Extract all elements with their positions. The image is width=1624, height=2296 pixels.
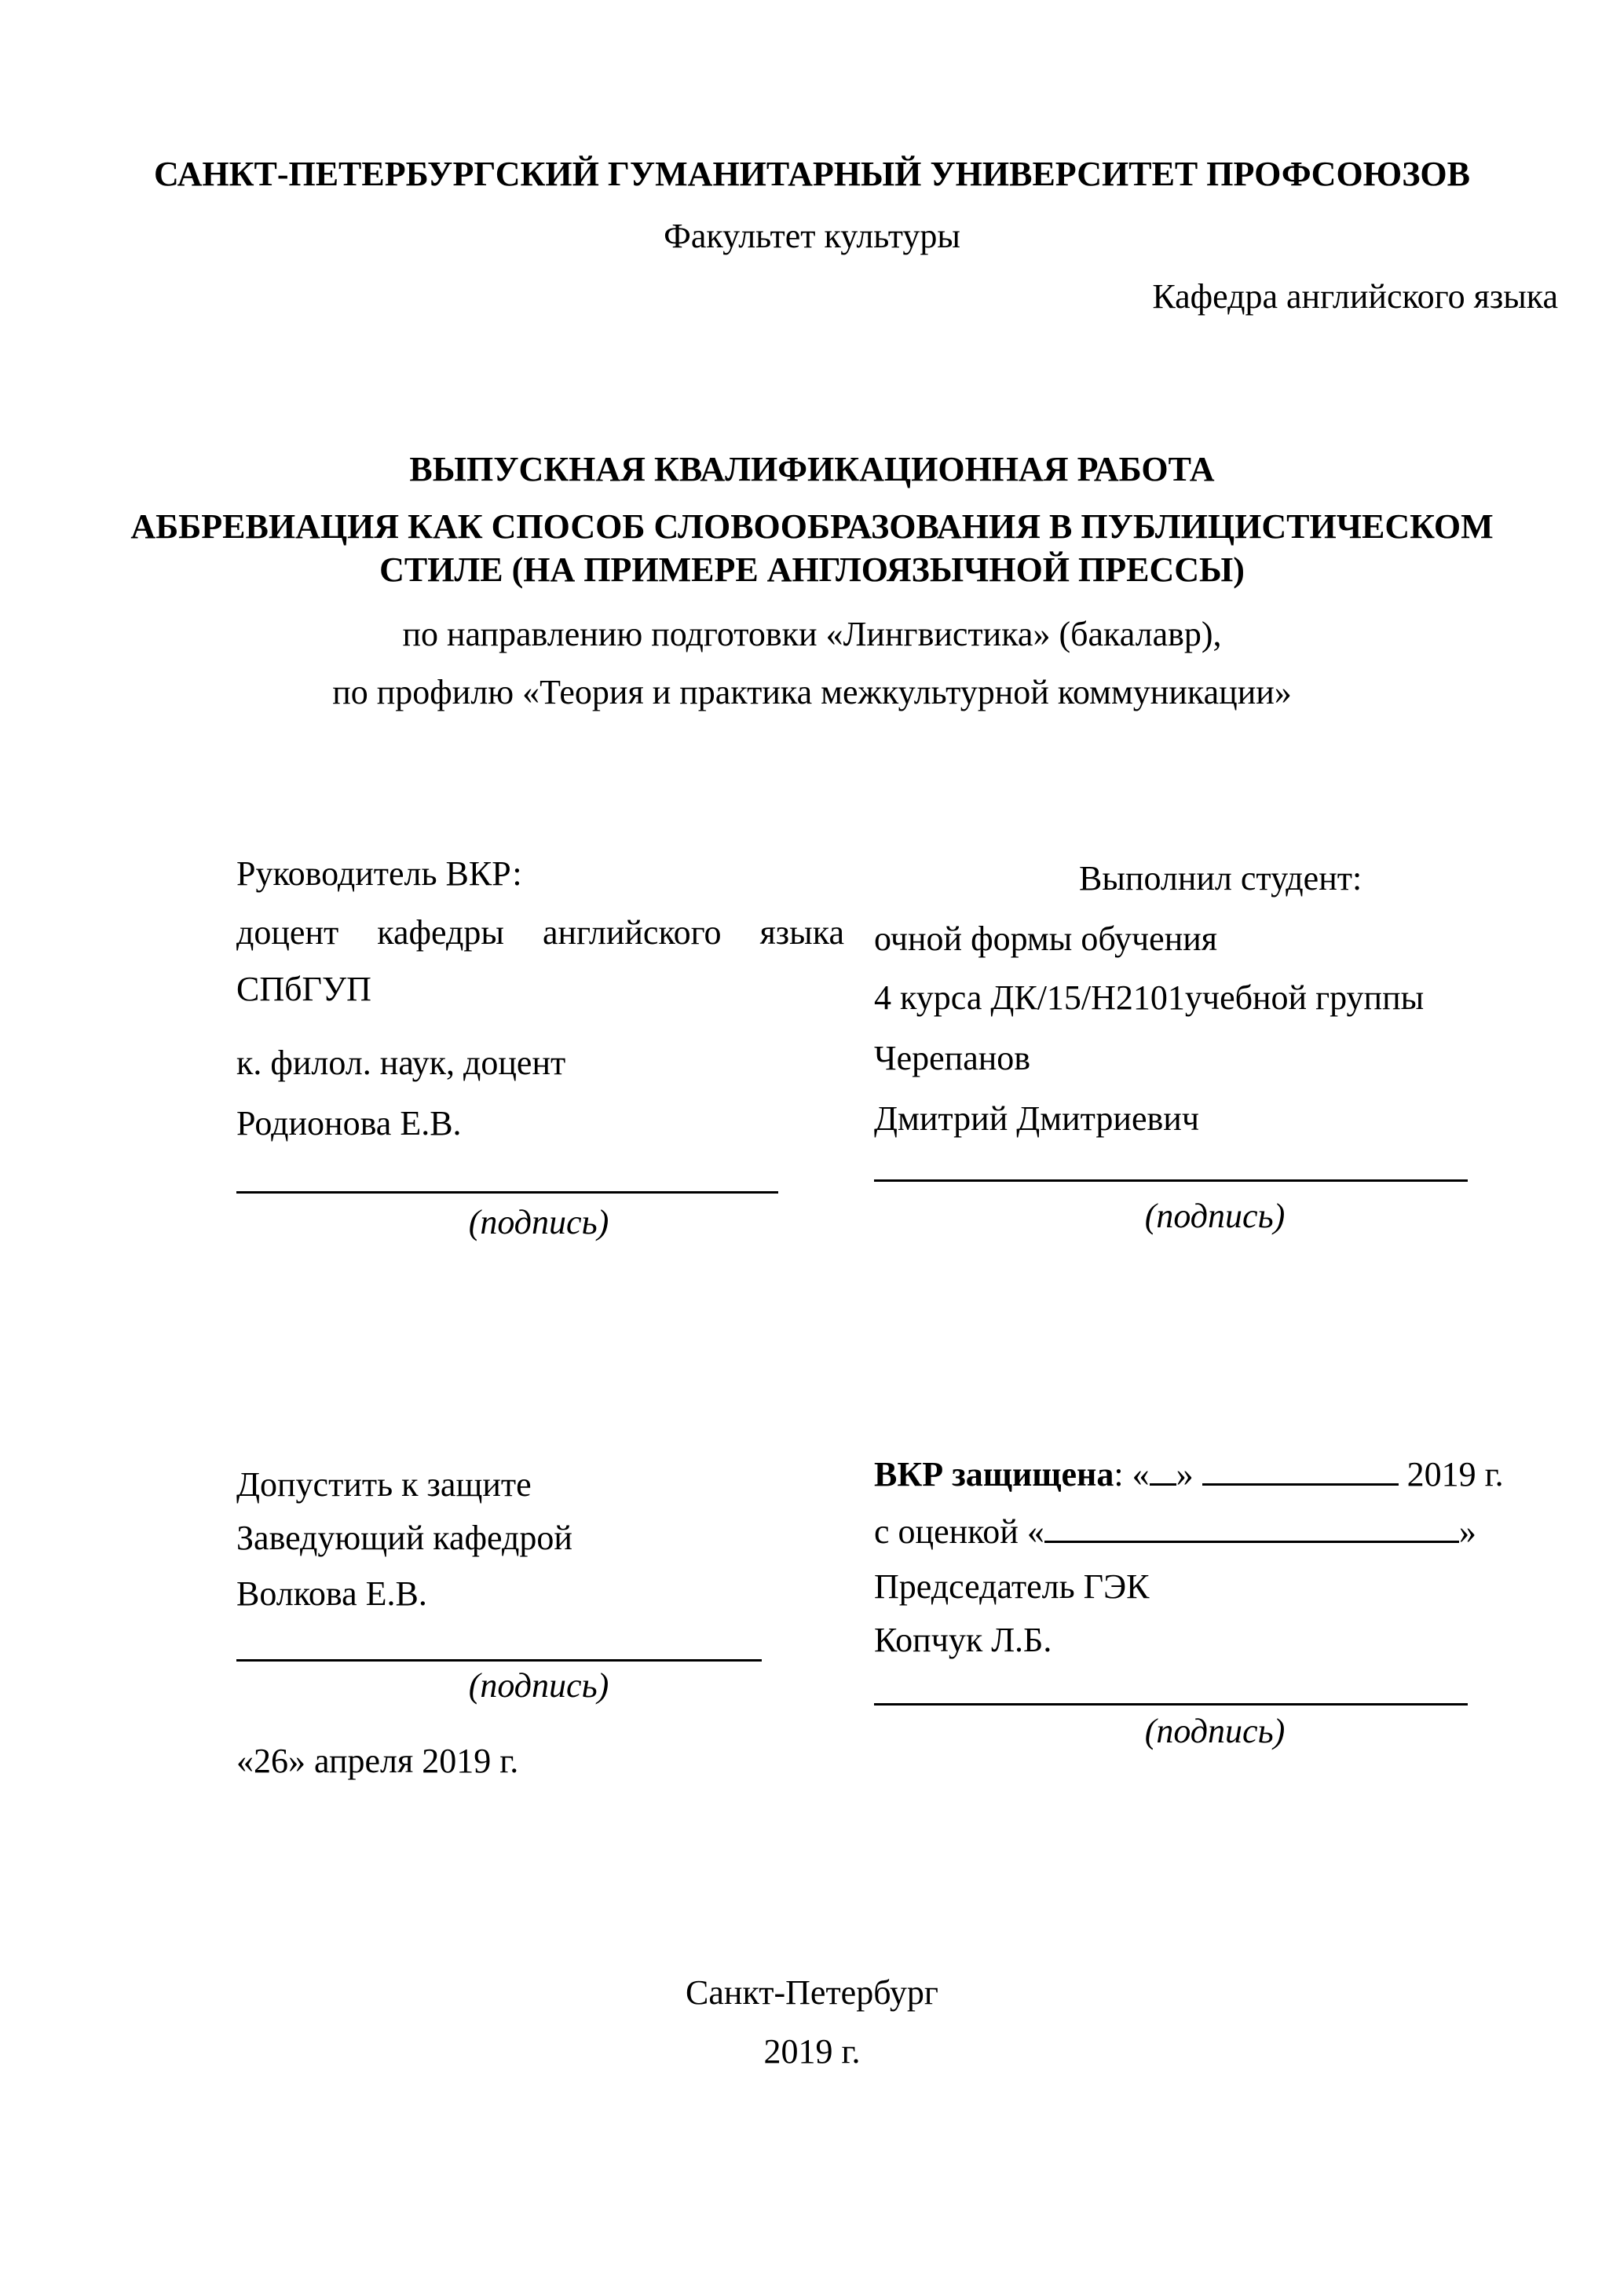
student-surname: Черепанов [874,1039,1031,1077]
day-blank [1150,1455,1176,1486]
profile-text: по профилю «Теория и практика межкультурной коммуникации» [332,673,1292,711]
word: английского [542,913,722,952]
grade-blank [1044,1512,1459,1543]
supervisor-degree: к. филол. наук, доцент [236,1044,566,1082]
year: 2019 г. [763,2032,861,2071]
faculty-name: Факультет культуры [664,217,960,255]
student-form: очной формы обучения [874,919,1218,958]
student-signature-line [874,1179,1468,1182]
defense-date-line [874,1453,1504,1497]
student-label: Выполнил студент: [1079,859,1362,898]
supervisor-position-line1 [236,911,844,955]
topic-line-1: АББРЕВИАЦИЯ КАК СПОСОБ СЛОВООБРАЗОВАНИЯ В ПУБЛИЦИСТИЧЕСКОМ [130,507,1494,546]
grade-label: с оценкой « [874,1512,1044,1551]
chair-signature-caption: (подпись) [1144,1712,1286,1750]
head-signature-caption: (подпись) [468,1666,609,1705]
defense-label: ВКР защищена [874,1455,1114,1493]
month-blank [1202,1455,1399,1486]
word: кафедры [377,913,504,952]
head-position: Заведующий кафедрой [236,1519,572,1557]
university-name: САНКТ-ПЕТЕРБУРГСКИЙ ГУМАНИТАРНЫЙ УНИВЕРСИТЕТ ПРОФСОЮЗОВ [153,155,1471,193]
head-name: Волкова Е.В. [236,1574,427,1613]
defense-date-open: : « [1114,1455,1150,1493]
grade-line [874,1510,1476,1554]
word: доцент [236,913,339,952]
defense-date-close: » [1176,1455,1194,1493]
city: Санкт-Петербург [686,1973,938,2012]
topic-line-2: СТИЛЕ (НА ПРИМЕРЕ АНГЛОЯЗЫЧНОЙ ПРЕССЫ) [379,550,1245,589]
grade-close: » [1458,1512,1476,1551]
student-name: Дмитрий Дмитриевич [874,1099,1199,1138]
word: языка [759,913,844,952]
work-type-heading: ВЫПУСКНАЯ КВАЛИФИКАЦИОННАЯ РАБОТА [409,450,1215,488]
supervisor-name: Родионова Е.В. [236,1104,462,1143]
department-name: Кафедра английского языка [1152,277,1558,316]
admission-date: «26» апреля 2019 г. [236,1742,519,1780]
direction-text: по направлению подготовки «Лингвистика» (бакалавр), [402,615,1222,653]
chair-name: Копчук Л.Б. [874,1621,1052,1659]
student-signature-caption: (подпись) [1144,1197,1286,1235]
defense-year: 2019 г. [1398,1455,1504,1493]
supervisor-signature-line [236,1191,778,1194]
admission-label: Допустить к защите [236,1465,532,1504]
chair-label: Председатель ГЭК [874,1567,1150,1606]
chair-signature-line [874,1703,1468,1706]
student-group: 4 курса ДК/15/Н2101учебной группы [874,978,1425,1017]
head-signature-line [236,1659,762,1662]
supervisor-signature-caption: (подпись) [468,1203,609,1241]
supervisor-label: Руководитель ВКР: [236,854,522,893]
supervisor-position-line2: СПбГУП [236,970,371,1008]
